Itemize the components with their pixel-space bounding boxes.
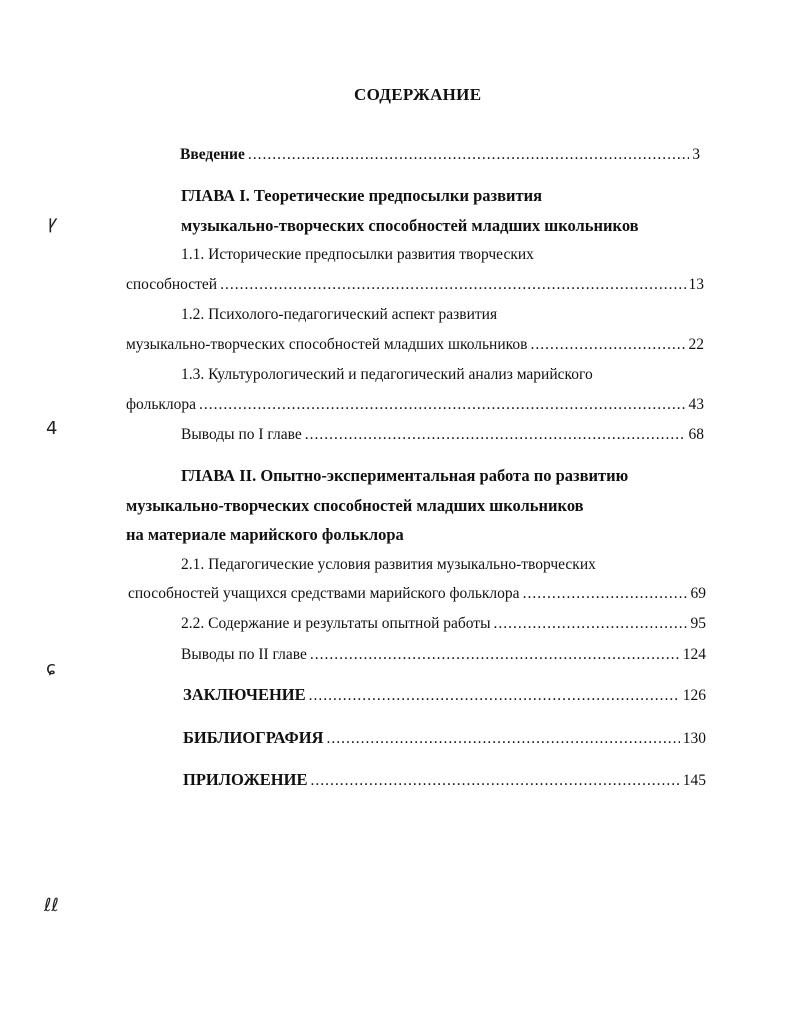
entry-label: музыкально-творческих способностей младших школьников	[126, 336, 528, 353]
leader-dots	[199, 395, 685, 415]
page-number: 68	[688, 426, 704, 443]
entry-label: способностей учащихся средствами марийского фольклора	[128, 585, 520, 602]
entry-label: Выводы по I главе	[181, 426, 302, 443]
page-number: 3	[692, 146, 700, 163]
page-number: 22	[688, 336, 704, 353]
chapter2-heading-line3[interactable]: на материале марийского фольклора	[126, 525, 404, 544]
leader-dots	[326, 729, 679, 749]
leader-dots	[494, 614, 688, 634]
entry-label: способностей	[126, 276, 218, 293]
margin-mark-1: ꝩ	[48, 212, 58, 233]
page-title: СОДЕРЖАНИЕ	[354, 85, 482, 104]
toc-entry-appendix[interactable]	[183, 770, 706, 791]
page-number: 43	[688, 396, 704, 413]
leader-dots	[523, 584, 688, 604]
leader-dots	[305, 425, 686, 445]
page-number: 95	[690, 615, 706, 632]
toc-entry-2-1[interactable]	[128, 584, 706, 604]
toc-entry-chapter1-conclusions[interactable]	[181, 425, 704, 445]
margin-mark-4: ℓℓ	[44, 895, 59, 916]
page-number: 13	[688, 276, 704, 293]
entry-label: фольклора	[126, 396, 197, 413]
section-1-3-line1[interactable]: 1.3. Культурологический и педагогический анализ марийского	[181, 366, 593, 383]
section-1-2-line1[interactable]: 1.2. Психолого-педагогический аспект развития	[181, 306, 498, 323]
chapter1-heading-line2[interactable]: музыкально-творческих способностей младших школьников	[181, 216, 639, 235]
entry-label: Выводы по II главе	[181, 646, 307, 663]
leader-dots	[310, 771, 679, 791]
entry-label: 2.2. Содержание и результаты опытной работы	[181, 615, 491, 632]
toc-entry-1-1[interactable]	[126, 275, 704, 295]
toc-entry-1-3[interactable]	[126, 395, 704, 415]
toc-entry-conclusion[interactable]	[183, 685, 706, 706]
leader-dots	[248, 145, 689, 165]
page-number: 145	[682, 772, 706, 789]
chapter2-heading-line2[interactable]: музыкально-творческих способностей младших школьников	[126, 496, 584, 515]
chapter2-heading-line1[interactable]: ГЛАВА II. Опытно-экспериментальная работа по развитию	[181, 466, 629, 485]
entry-label: ЗАКЛЮЧЕНИЕ	[183, 685, 306, 704]
page-number: 130	[682, 730, 706, 747]
margin-mark-2: 4	[46, 418, 58, 439]
toc-entry-bibliography[interactable]	[183, 728, 706, 749]
toc-entry-chapter2-conclusions[interactable]	[181, 645, 706, 665]
toc-entry-2-2[interactable]	[181, 614, 706, 634]
page-number: 124	[682, 646, 706, 663]
leader-dots	[530, 335, 685, 355]
entry-label: БИБЛИОГРАФИЯ	[183, 728, 324, 747]
entry-label: Введение	[180, 146, 245, 163]
section-1-1-line1[interactable]: 1.1. Исторические предпосылки развития творческих	[181, 246, 534, 263]
chapter1-heading-line1[interactable]: ГЛАВА I. Теоретические предпосылки развития	[181, 186, 543, 205]
leader-dots	[220, 275, 685, 295]
page-number: 126	[682, 687, 706, 704]
toc-entry-introduction[interactable]	[180, 145, 700, 165]
leader-dots	[310, 645, 680, 665]
entry-label: ПРИЛОЖЕНИЕ	[183, 770, 308, 789]
margin-mark-3: ɕ	[46, 658, 56, 679]
page-number: 69	[690, 585, 706, 602]
leader-dots	[309, 686, 680, 706]
section-2-1-line1[interactable]: 2.1. Педагогические условия развития музыкально-творческих	[181, 556, 596, 573]
toc-entry-1-2[interactable]	[126, 335, 704, 355]
